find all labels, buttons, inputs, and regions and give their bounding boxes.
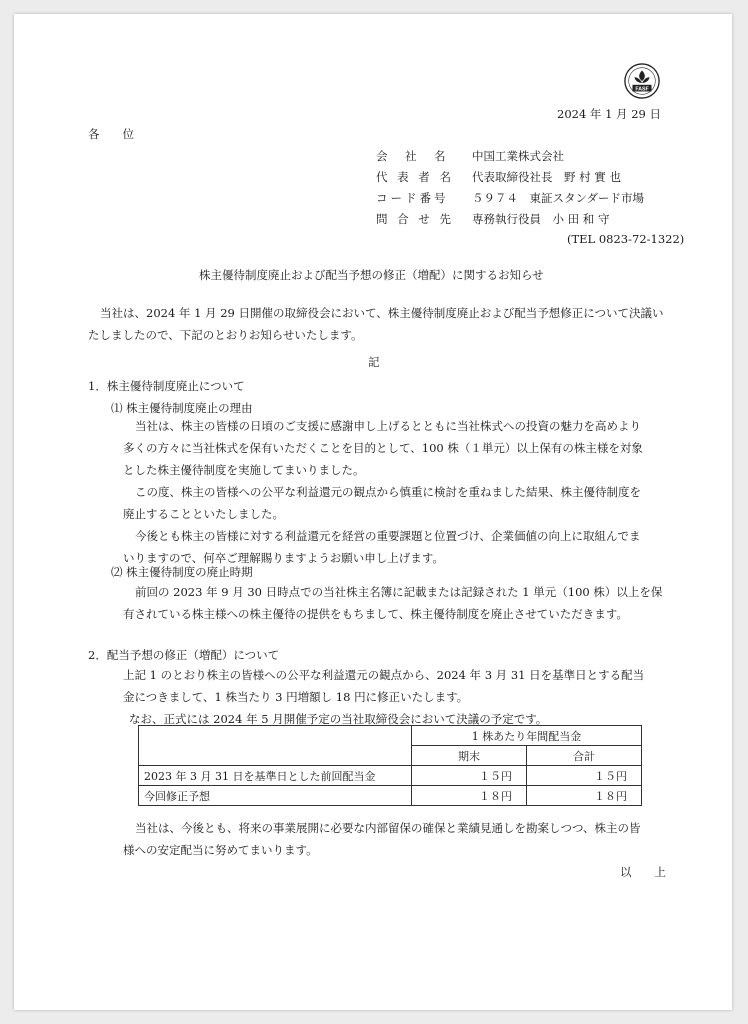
code-value: ５９７４ 東証スタンダード市場 xyxy=(472,191,645,205)
end-mark: 以 上 xyxy=(620,865,666,879)
representative-row xyxy=(376,170,621,184)
contact-label: 問 合 せ 先 xyxy=(376,212,454,226)
body-line: 廃止することといたしました。 xyxy=(123,507,284,521)
table-col-header: 合計 xyxy=(527,746,642,766)
closing-paragraph xyxy=(123,817,641,861)
body-line: なお、正式には 2024 年 5 月開催予定の当社取締役会において決議の予定です。 xyxy=(129,712,548,726)
section1-sub2-heading: ⑵ 株主優待制度の廃止時期 xyxy=(111,565,253,579)
table-row xyxy=(139,766,642,786)
company-name-row xyxy=(376,149,564,163)
code-row xyxy=(376,191,644,205)
body-line: 上記 1 のとおり株主の皆様への公平な利益還元の観点から、2024 年 3 月 31 日を基準日とする配当 xyxy=(123,668,645,682)
intro-line: 当社は、2024 年 1 月 29 日開催の取締役会において、株主優待制度廃止および配当予想修正について決議い xyxy=(100,306,664,320)
table-corner-cell xyxy=(139,726,412,766)
ki-mark: 記 xyxy=(368,355,380,369)
body-line: 当社は、株主の皆様の日頃のご支援に感謝申し上げるとともに当社株式への投資の魅力を高めより xyxy=(135,419,641,433)
company-name-value: 中国工業株式会社 xyxy=(472,149,564,163)
code-label: コード番号 xyxy=(376,191,449,205)
table-col-header: 期末 xyxy=(412,746,527,766)
contact-value: 専務執行役員 小 田 和 守 xyxy=(472,212,610,226)
body-line: 前回の 2023 年 9 月 30 日時点での当社株主名簿に記載または記録された 1 単元（100 株）以上を保 xyxy=(135,585,663,599)
body-line: とした株主優待制度を実施してまいりました。 xyxy=(123,463,365,477)
intro-line: たしましたので、下記のとおりお知らせいたします。 xyxy=(88,328,363,342)
section2-body xyxy=(123,664,644,730)
section1-sub1-body xyxy=(123,415,643,569)
body-line: 様への安定配当に努めてまいります。 xyxy=(123,843,318,857)
body-line: 有されている株主様への株主優待の提供をもちまして、株主優待制度を廃止させていただきます。 xyxy=(123,607,628,621)
section1-sub2-body xyxy=(123,581,662,625)
section2-heading: 2．配当予想の修正（増配）について xyxy=(88,648,280,662)
table-cell: １８円 xyxy=(412,786,527,806)
table-row xyxy=(139,786,642,806)
table-row xyxy=(139,726,642,746)
intro-paragraph xyxy=(88,302,664,346)
representative-label: 代 表 者 名 xyxy=(376,170,454,184)
document-title: 株主優待制度廃止および配当予想の修正（増配）に関するお知らせ xyxy=(199,268,544,282)
svg-text:FASF: FASF xyxy=(635,86,649,93)
body-line: 金につきまして、1 株当たり 3 円増額し 18 円に修正いたします。 xyxy=(123,690,469,704)
document-page xyxy=(14,14,732,1010)
table-group-header: 1 株あたり年間配当金 xyxy=(412,726,642,746)
contact-row xyxy=(376,212,609,226)
section1-sub1-heading: ⑴ 株主優待制度廃止の理由 xyxy=(111,401,253,415)
body-line: 多くの方々に当社株式を保有いただくことを目的として、100 株（１単元）以上保有の株主様を対象 xyxy=(123,441,643,455)
contact-tel: (TEL 0823-72-1322) xyxy=(567,232,685,246)
table-cell: １８円 xyxy=(527,786,642,806)
table-cell: １５円 xyxy=(412,766,527,786)
addressee: 各 位 xyxy=(88,127,134,141)
fasf-logo-icon xyxy=(623,62,661,100)
section1-heading: 1．株主優待制度廃止について xyxy=(88,379,245,393)
table-row-label: 2023 年 3 月 31 日を基準日とした前回配当金 xyxy=(139,766,412,786)
table-cell: １５円 xyxy=(527,766,642,786)
body-line: この度、株主の皆様への公平な利益還元の観点から慎重に検討を重ねました結果、株主優待制度を xyxy=(135,485,641,499)
body-line: 当社は、今後とも、将来の事業展開に必要な内部留保の確保と業績見通しを勘案しつつ、株主の皆 xyxy=(135,821,641,835)
body-line: いりますので、何卒ご理解賜りますようお願い申し上げます。 xyxy=(123,551,444,565)
company-name-label: 会 社 名 xyxy=(376,149,449,163)
dividend-table xyxy=(138,725,642,806)
table-row-label: 今回修正予想 xyxy=(139,786,412,806)
body-line: 今後とも株主の皆様に対する利益還元を経営の重要課題と位置づけ、企業価値の向上に取組んでま xyxy=(135,529,641,543)
representative-value: 代表取締役社長 野 村 實 也 xyxy=(472,170,621,184)
document-date: 2024 年 1 月 29 日 xyxy=(557,107,661,121)
